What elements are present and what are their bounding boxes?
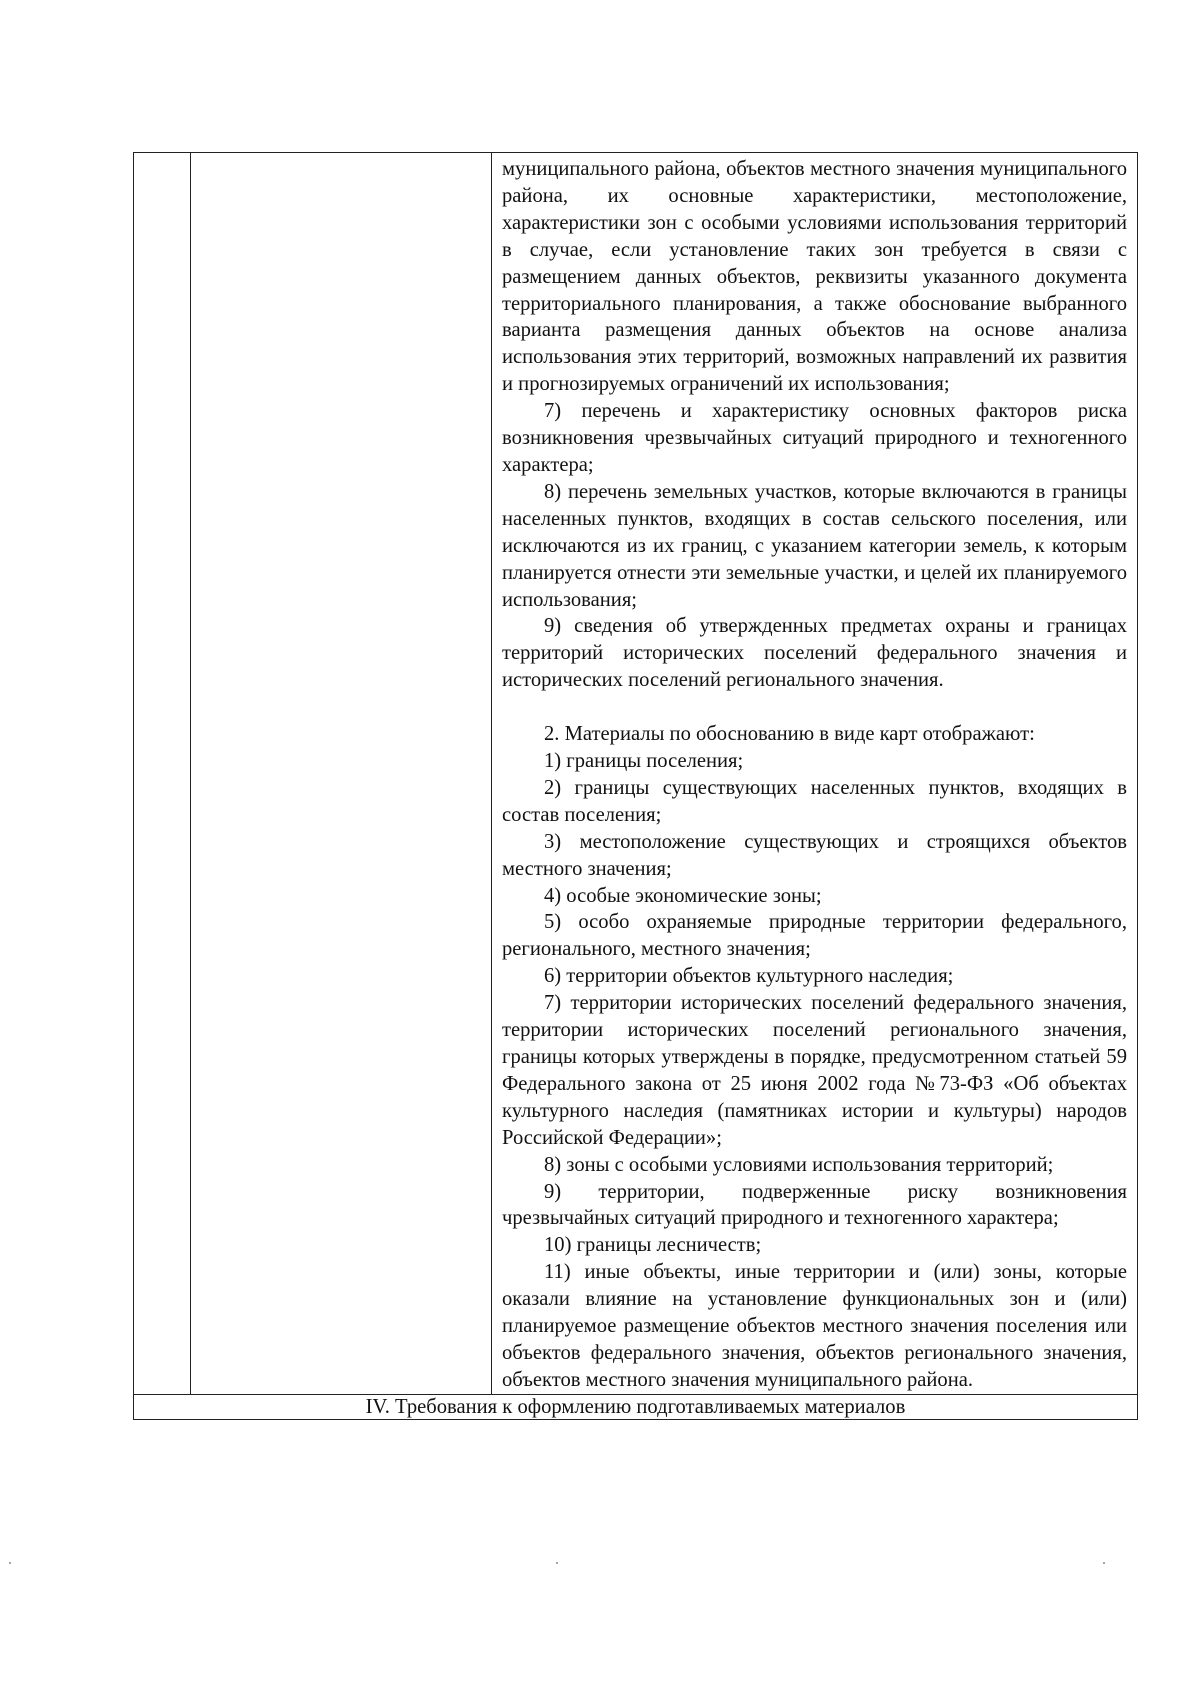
requirements-table (133, 152, 1138, 1420)
paragraph-item-7-risk: 7) перечень и характеристику основных факторов риска возникновения чрезвычайных ситуаций природного и техногенного характера; (502, 400, 1127, 476)
paragraph-continuation: муниципального района, объектов местного значения муниципального района, их основные характеристики, местоположение, характеристики зон с особыми условиями использования территорий в случае, если установление таких зон требуется в связи с размещением данных объектов, реквизиты указанного документа территориального планирования, а также обоснование выбранного варианта размещения данных объектов на основе анализа использования этих территорий, возможных направлений их развития и прогнозируемых ограничений их использования; (502, 158, 1127, 396)
paragraph-map-5: 5) особо охраняемые природные территории федерального, регионального, местного значения; (502, 911, 1127, 961)
paragraph-map-6: 6) территории объектов культурного наследия; (544, 965, 954, 988)
paragraph-map-11: 11) иные объекты, иные территории и (или) зоны, которые оказали влияние на установление функциональных зон и (или) планируемое размещение объектов местного значения поселения или объектов федерального значения, объектов регионального значения, объектов местного значения муниципального района. (502, 1261, 1127, 1391)
scan-speck (556, 1562, 558, 1564)
section-heading: IV. Требования к оформлению подготавливаемых материалов (134, 1394, 1138, 1419)
section-row (134, 1394, 1138, 1419)
paragraph-maps-heading: 2. Материалы по обоснованию в виде карт отображают: (544, 723, 1035, 746)
paragraph-map-10: 10) границы лесничеств; (544, 1234, 762, 1257)
paragraph-map-2: 2) границы существующих населенных пунктов, входящих в состав поселения; (502, 776, 1127, 826)
paragraph-map-3: 3) местоположение существующих и строящихся объектов местного значения; (502, 830, 1127, 880)
paragraph-item-9-historic: 9) сведения об утвержденных предметах охраны и границах территорий исторических поселений федерального значения и исторических поселений регионального значения. (502, 615, 1127, 692)
paragraph-map-4: 4) особые экономические зоны; (544, 884, 822, 907)
name-cell (191, 153, 492, 1395)
scan-speck (1103, 1562, 1105, 1564)
table-row (134, 153, 1138, 1395)
number-cell (134, 153, 191, 1395)
scan-speck (9, 1562, 11, 1564)
paragraph-item-8-land: 8) перечень земельных участков, которые включаются в границы населенных пунктов, входящих в состав сельского поселения, или исключаются из их границ, с указанием категории земель, к которым планируется отнести эти земельные участки, и целей их планируемого использования; (502, 480, 1127, 611)
paragraph-map-8: 8) зоны с особыми условиями использования территорий; (544, 1153, 1054, 1176)
paragraph-map-7: 7) территории исторических поселений федерального значения, территории исторических поселений регионального значения, границы которых утверждены в порядке, предусмотренном статьей 59 Федерального закона от 25 июня 2002 года №73-ФЗ «Об объектах культурного наследия (памятниках истории и культуры) народов Российской Федерации»; (502, 992, 1127, 1149)
paragraph-map-1: 1) границы поселения; (544, 750, 744, 773)
paragraph-gap (502, 694, 1127, 721)
paragraph-map-9: 9) территории, подверженные риску возникновения чрезвычайных ситуаций природного и техногенного характера; (502, 1180, 1127, 1230)
content-cell (492, 153, 1138, 1395)
